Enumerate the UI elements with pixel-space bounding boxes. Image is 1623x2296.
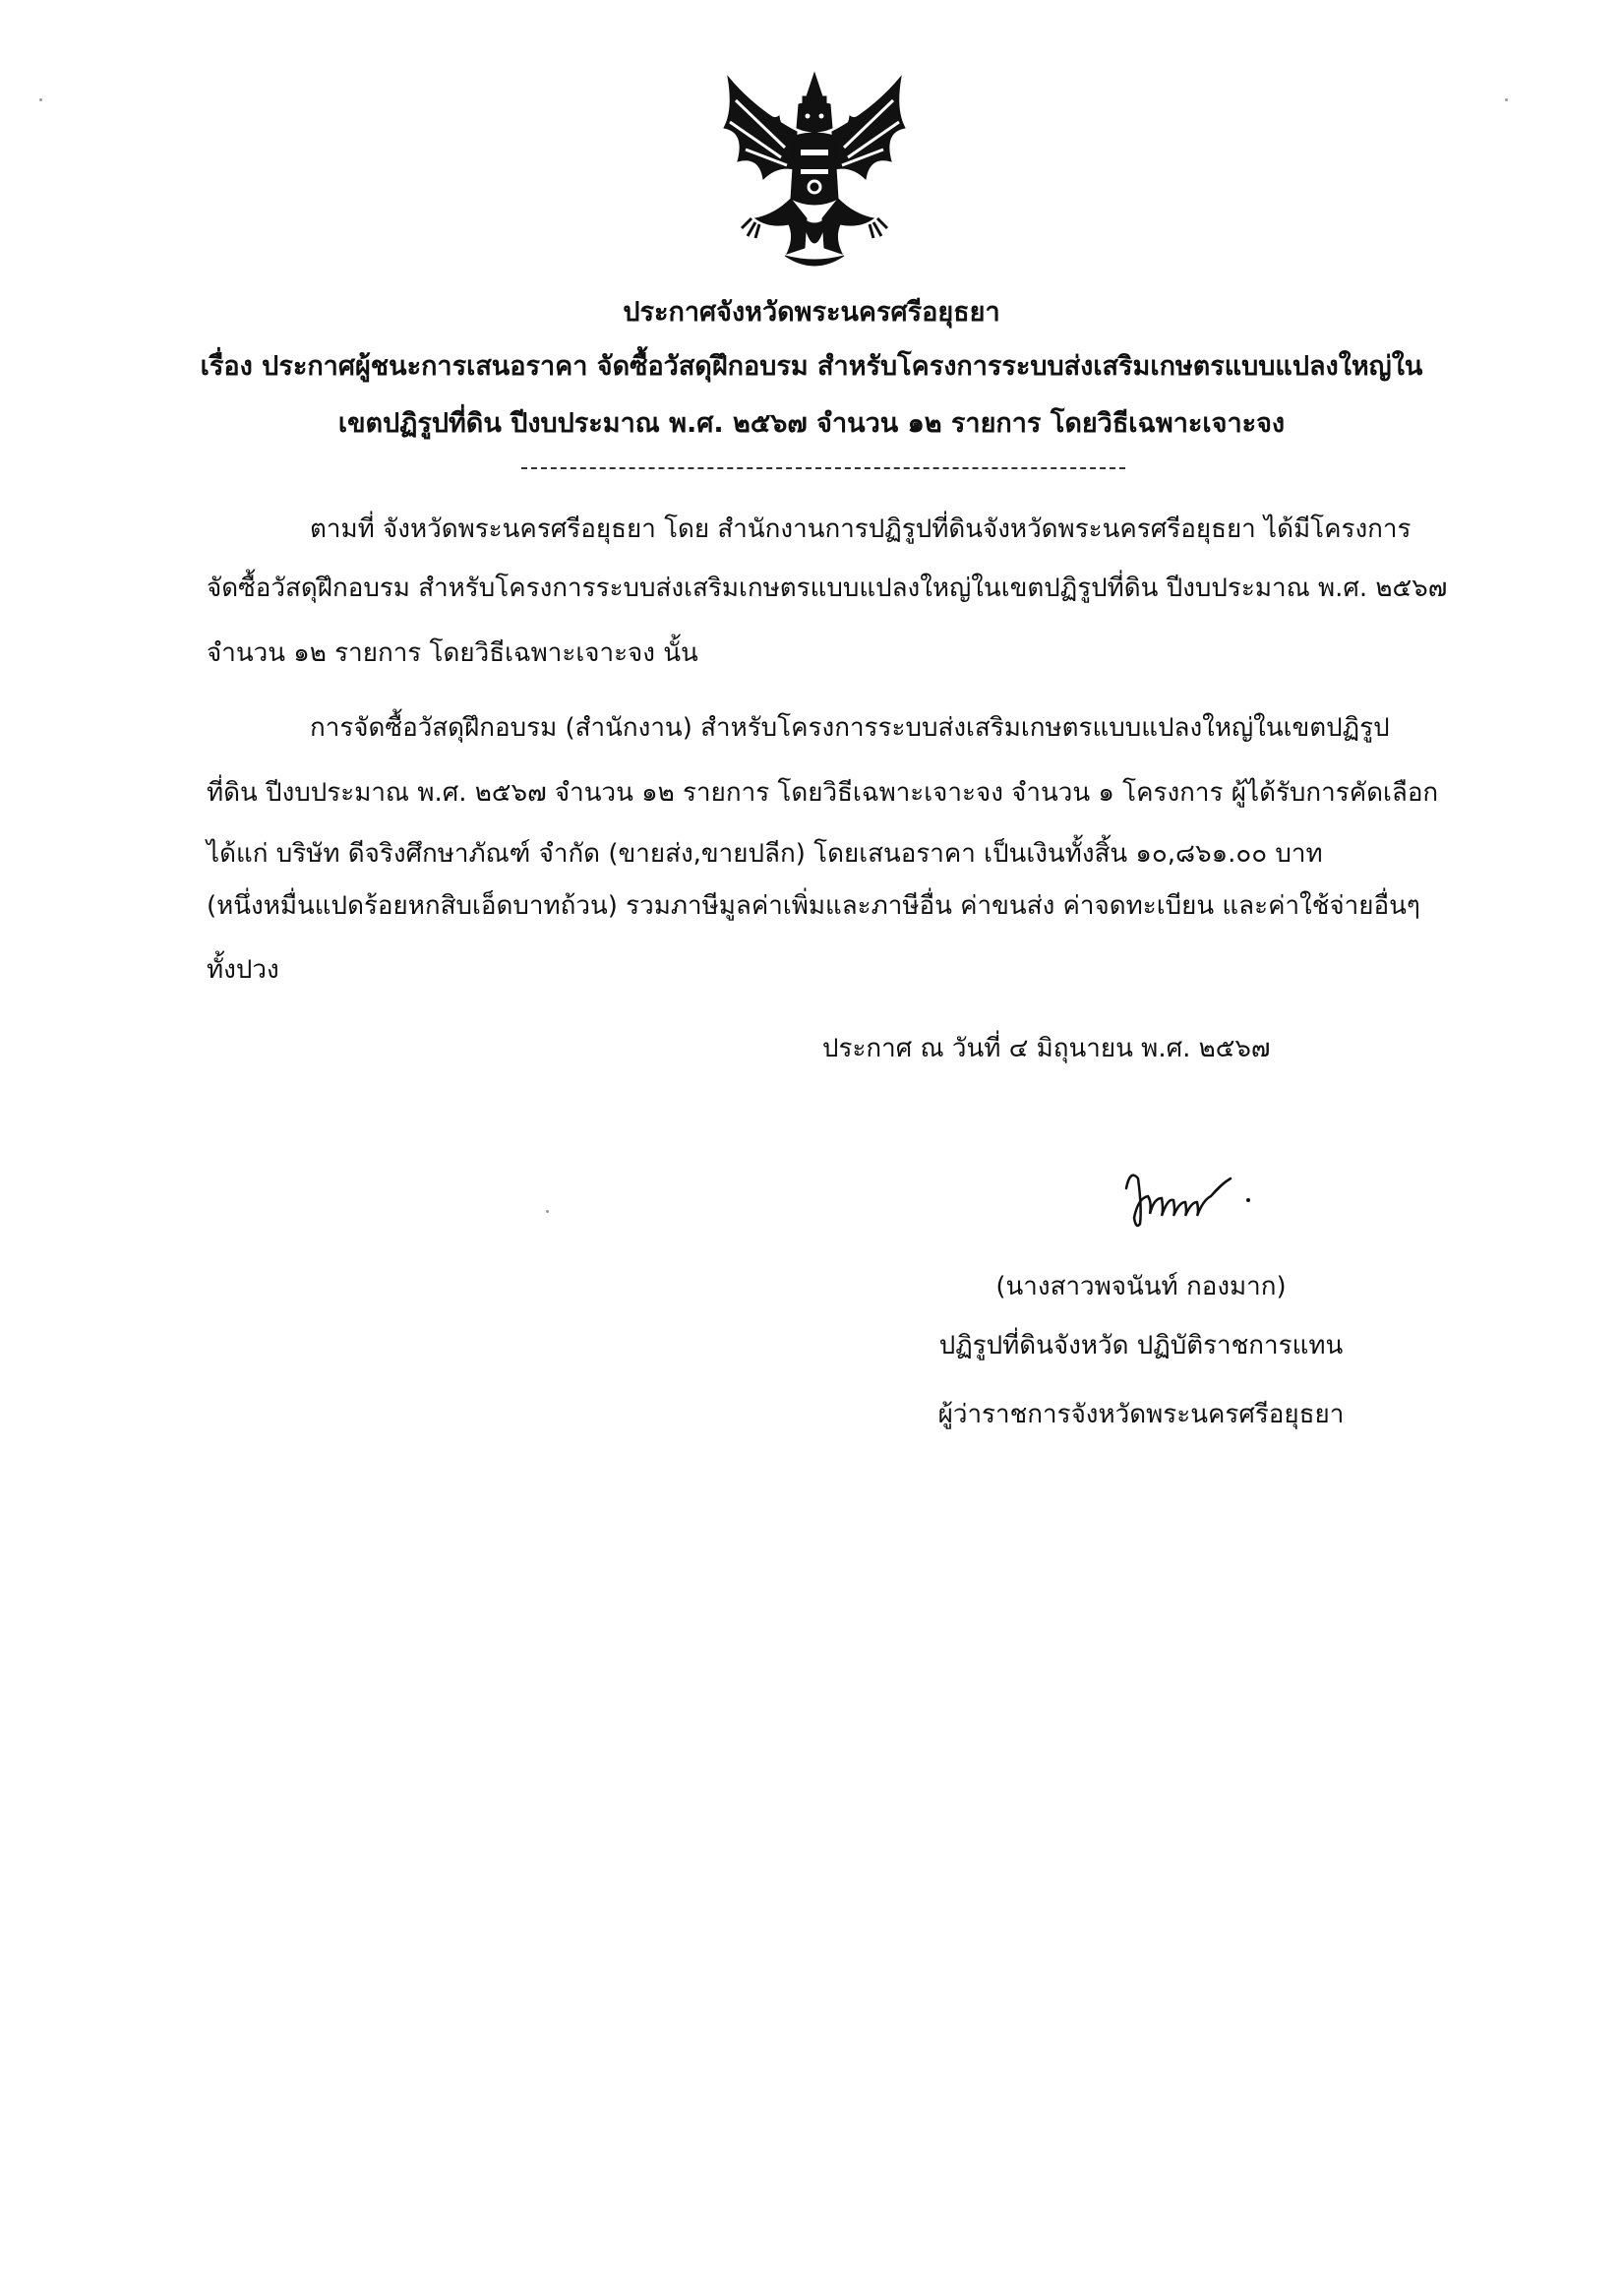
- garuda-emblem-icon: [716, 71, 913, 277]
- scan-speck: [1505, 98, 1508, 101]
- announcement-date: ประกาศ ณ วันที่ ๔ มิถุนายน พ.ศ. ๒๕๖๗: [822, 1034, 1271, 1063]
- paragraph2-line: ได้แก่ บริษัท ดีจริงศึกษาภัณฑ์ จำกัด (ขายส่ง,ขายปลีก) โดยเสนอราคา เป็นเงินทั้งสิ้น ๑๐,๘๖๑.๐๐ บาท: [207, 839, 1323, 869]
- signer-name: (นางสาวพจนันท์ กองมาก): [995, 1272, 1287, 1301]
- paragraph2-line: ที่ดิน ปีงบประมาณ พ.ศ. ๒๕๖๗ จำนวน ๑๒ รายการ โดยวิธีเฉพาะเจาะจง จำนวน ๑ โครงการ ผู้ได้รับการคัดเลือก: [207, 778, 1439, 808]
- divider-line: [521, 467, 1125, 469]
- subject-line-1: เรื่อง ประกาศผู้ชนะการเสนอราคา จัดซื้อวัสดุฝึกอบรม สำหรับโครงการระบบส่งเสริมเกษตรแบบแปลงใหญ่ใน: [200, 351, 1423, 382]
- signer-position-2: ผู้ว่าราชการจังหวัดพระนครศรีอยุธยา: [937, 1400, 1345, 1429]
- paragraph2-line: การจัดซื้อวัสดุฝึกอบรม (สำนักงาน) สำหรับโครงการระบบส่งเสริมเกษตรแบบแปลงใหญ่ในเขตปฏิรูป: [310, 713, 1390, 743]
- paragraph1-line: จัดซื้อวัสดุฝึกอบรม สำหรับโครงการระบบส่งเสริมเกษตรแบบแปลงใหญ่ในเขตปฏิรูปที่ดิน ปีงบประมาณ พ.ศ. ๒๕๖๗: [207, 574, 1448, 603]
- paragraph2-line: (หนึ่งหมื่นแปดร้อยหกสิบเอ็ดบาทถ้วน) รวมภาษีมูลค่าเพิ่มและภาษีอื่น ค่าขนส่ง ค่าจดทะเบียน และค่าใช้จ่ายอื่นๆ: [207, 891, 1420, 921]
- handwritten-signature: [1116, 1159, 1264, 1238]
- paragraph1-line: ตามที่ จังหวัดพระนครศรีอยุธยา โดย สำนักงานการปฏิรูปที่ดินจังหวัดพระนครศรีอยุธยา ได้มีโครงการ: [310, 514, 1412, 544]
- announcement-title: ประกาศจังหวัดพระนครศรีอยุธยา: [623, 297, 1000, 328]
- paragraph1-line: จำนวน ๑๒ รายการ โดยวิธีเฉพาะเจาะจง นั้น: [207, 638, 698, 668]
- scan-speck: [39, 98, 42, 101]
- signer-position-1: ปฏิรูปที่ดินจังหวัด ปฏิบัติราชการแทน: [938, 1331, 1344, 1360]
- subject-line-2: เขตปฏิรูปที่ดิน ปีงบประมาณ พ.ศ. ๒๕๖๗ จำนวน ๑๒ รายการ โดยวิธีเฉพาะเจาะจง: [337, 408, 1286, 439]
- scan-speck: [546, 1210, 549, 1213]
- paragraph2-line: ทั้งปวง: [207, 955, 279, 985]
